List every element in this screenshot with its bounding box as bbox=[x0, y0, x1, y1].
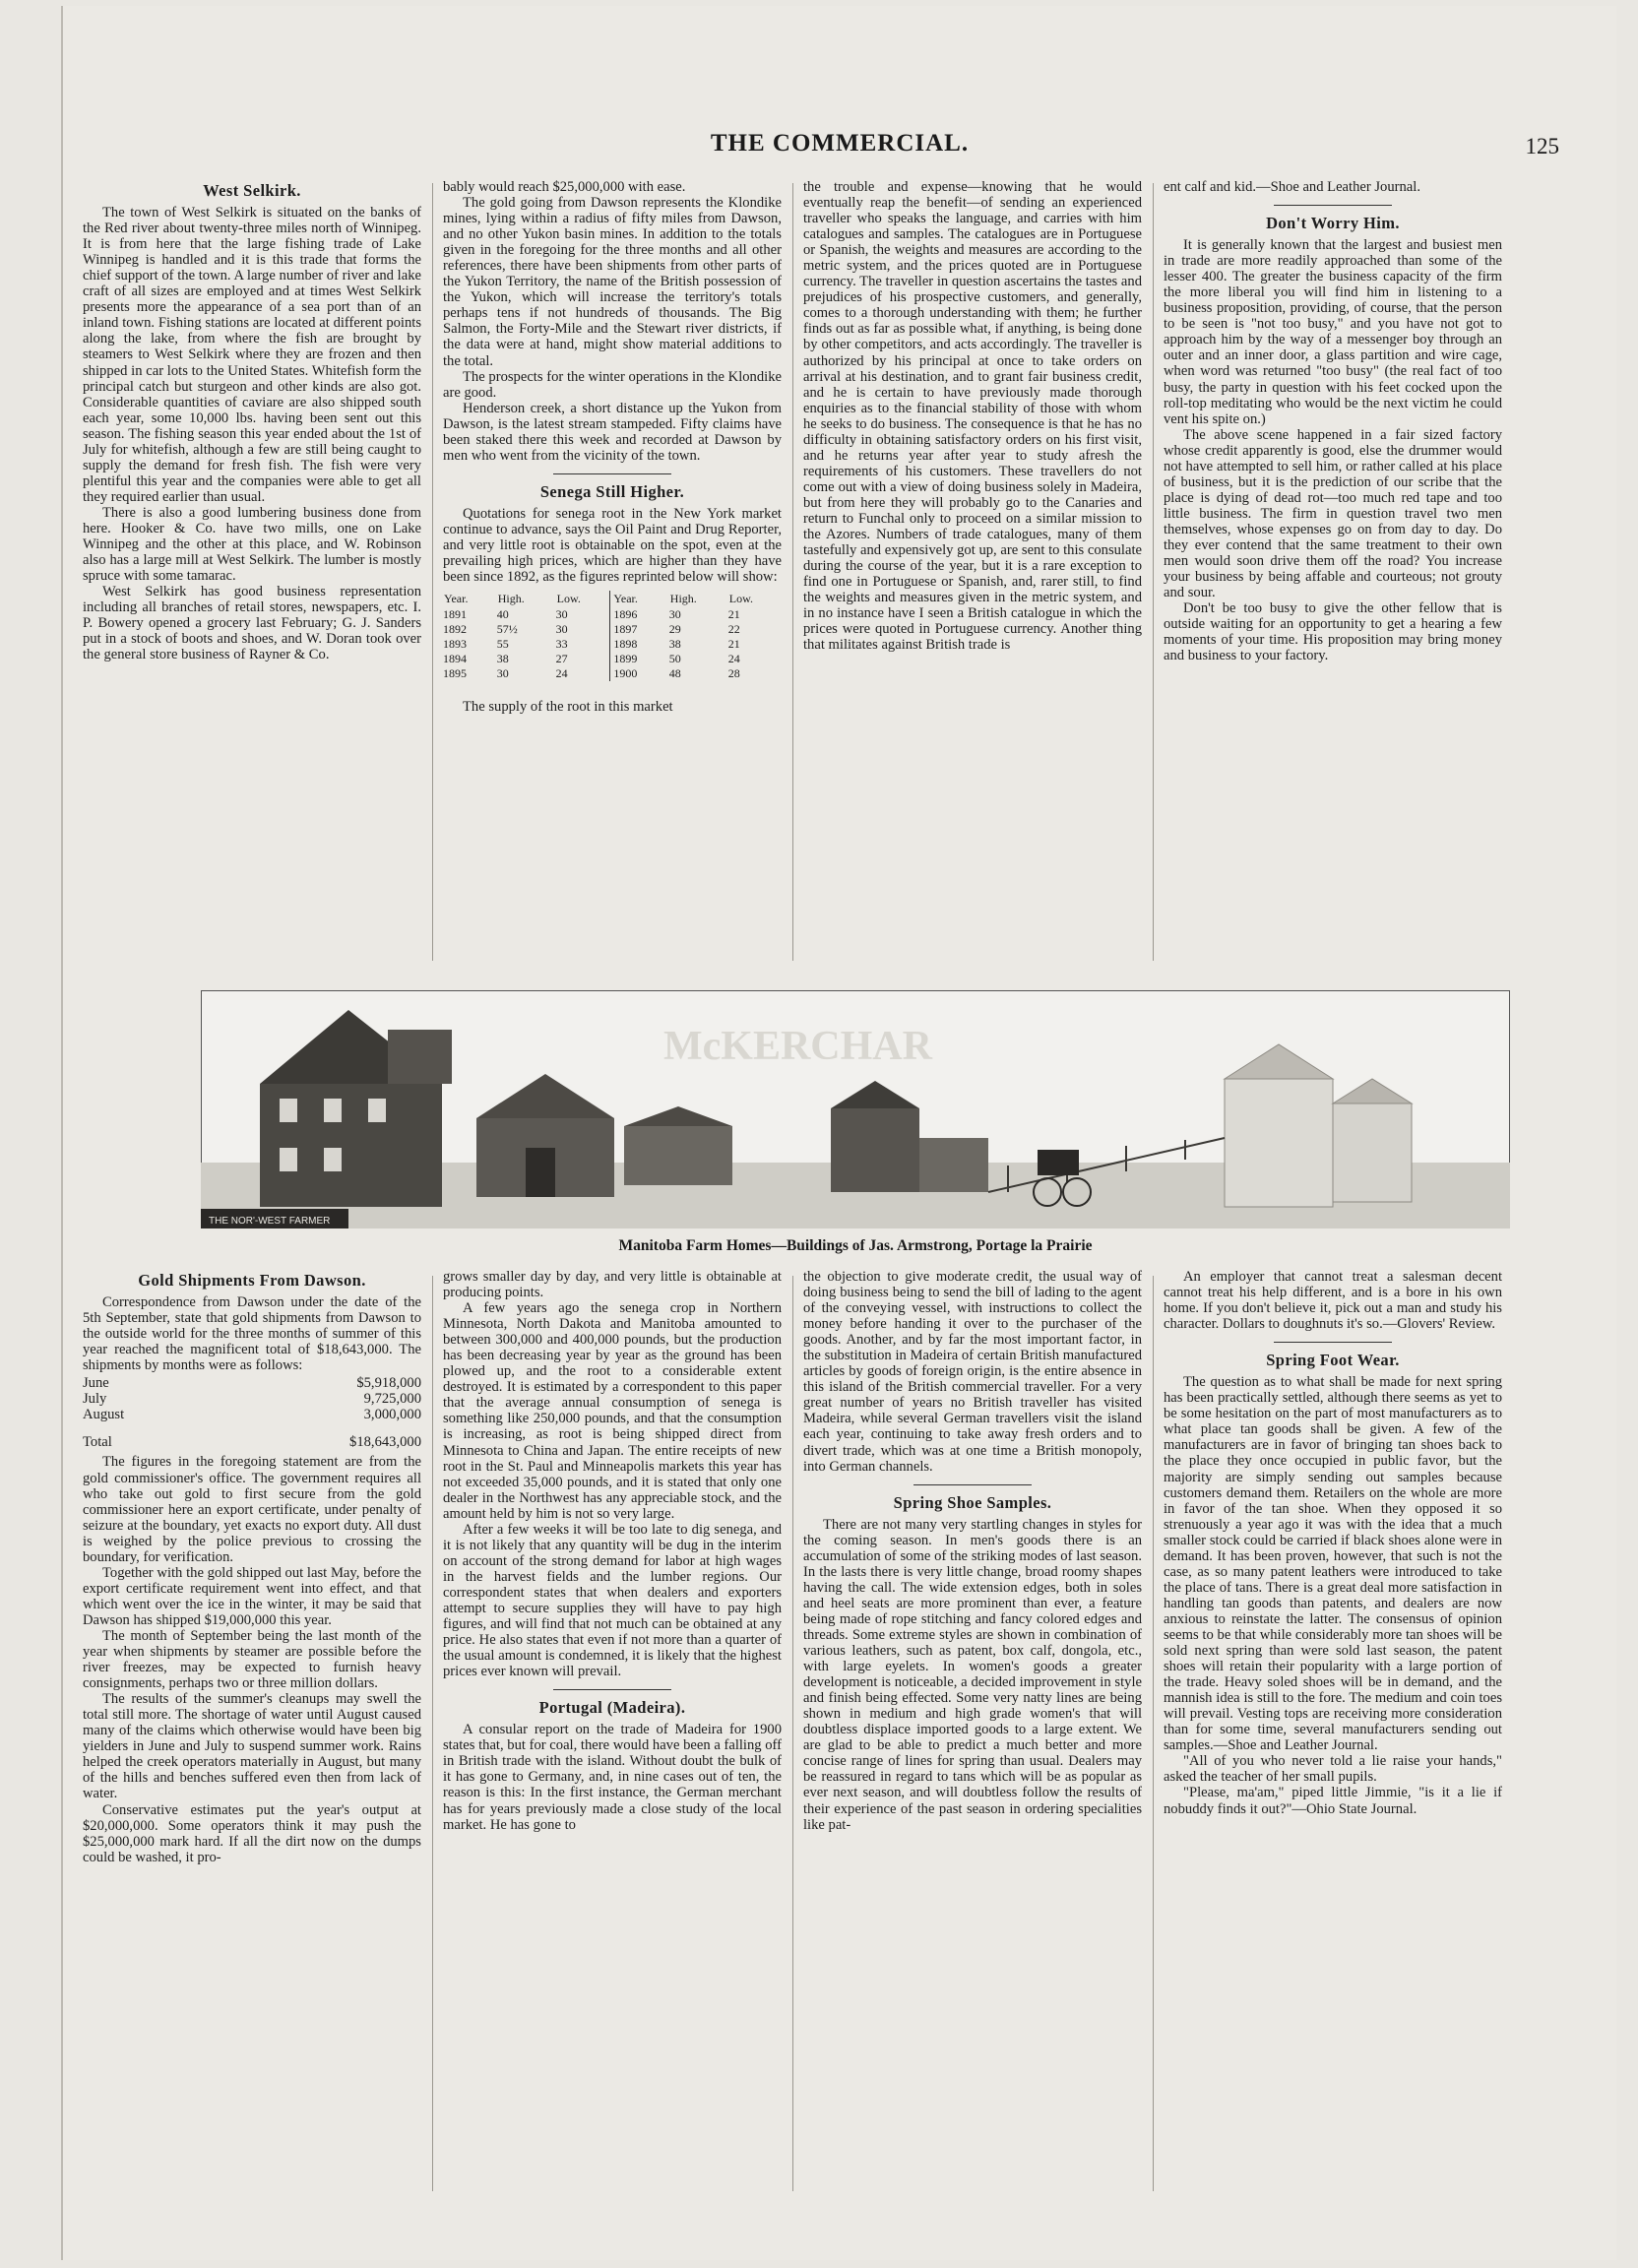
table-row bbox=[443, 622, 782, 637]
article-senega-continued-portugal bbox=[443, 1269, 782, 2194]
table-cell: 57½ bbox=[496, 622, 518, 637]
month-label: August bbox=[83, 1407, 125, 1423]
article-spring-foot-wear bbox=[1164, 1269, 1502, 2194]
paragraph: Conservative estimates put the year's output at $20,000,000. Some operators think it may push the $25,000,000 mark hard. If all the dirt now on the dumps could be washed, it pro- bbox=[83, 1801, 421, 1865]
article-heading: Gold Shipments From Dawson. bbox=[138, 1271, 366, 1290]
month-label: June bbox=[83, 1375, 109, 1392]
table-row bbox=[443, 652, 782, 666]
article-heading: Spring Shoe Samples. bbox=[893, 1492, 1052, 1512]
month-value: $5,918,000 bbox=[356, 1375, 421, 1392]
table-cell: 1895 bbox=[443, 666, 467, 681]
table-cell: 21 bbox=[727, 607, 740, 622]
paragraph: There is also a good lumbering business done from here. Hooker & Co. have two mills, one on Lake Winnipeg and the other at this place, and W. Robinson also has a large mill at West Selkirk. The lumber is mostly spruce with some tamarac. bbox=[83, 504, 421, 585]
total-label: Total bbox=[83, 1434, 112, 1451]
article-heading: Spring Foot Wear. bbox=[1266, 1351, 1400, 1370]
table-cell: 1898 bbox=[610, 637, 669, 652]
shipments-table bbox=[83, 1375, 421, 1450]
paragraph: Correspondence from Dawson under the date of the 5th September, state that gold shipments from Dawson to the outside world for the three months of summer of this year reached the magnificent total of $18,643,000. The shipments by months were as follows: bbox=[83, 1294, 421, 1374]
table-cell: 1899 bbox=[610, 652, 669, 666]
table-row bbox=[83, 1375, 421, 1391]
article-heading: West Selkirk. bbox=[203, 181, 301, 200]
total-value: $18,643,000 bbox=[349, 1434, 421, 1451]
article-heading: Portugal (Madeira). bbox=[538, 1698, 686, 1718]
table-cell: 1891 bbox=[443, 607, 467, 622]
table-row bbox=[83, 1391, 421, 1407]
senega-price-table bbox=[443, 591, 782, 681]
table-cell: 38 bbox=[668, 637, 681, 652]
newspaper-page bbox=[61, 6, 1616, 2260]
divider bbox=[914, 1484, 1032, 1485]
paragraph: West Selkirk has good business representation including all branches of retail stores, newspapers, etc. I. P. Bowery opened a grocery last February; G. J. Sanders put in a stock of boots and shoes, and W. Doran took over the general store business of Rayner & Co. bbox=[83, 584, 421, 663]
table-cell: 1896 bbox=[610, 607, 669, 622]
paragraph: The figures in the foregoing statement are from the gold commissioner's office. The government requires all who take out gold to first secure from the gold commissioner here an export certificate, under penalty of seizure at the boundary, yet exacts no export duty. All dust is weighed by the police previous to crossing the boundary, for verification. bbox=[83, 1454, 421, 1565]
article-west-selkirk bbox=[83, 179, 421, 962]
paragraph: Together with the gold shipped out last May, before the export certificate requirement went into effect, and that which went over the ice in the winter, it may be said that Dawson has shipped $19,000,000 this year. bbox=[83, 1564, 421, 1628]
divider bbox=[1274, 205, 1392, 206]
divider bbox=[1274, 1342, 1392, 1343]
paragraph: A consular report on the trade of Madeira for 1900 states that, but for coal, there would have been a falling off in British trade with the island. Without doubt the bulk of it has gone to Germany, and, in nine cases out of ten, the reason is this: In the first instance, the German merchant has for years previously made a close study of the local market. He has gone to bbox=[443, 1722, 782, 1833]
column-rule bbox=[792, 1276, 793, 2191]
paragraph: The supply of the root in this market bbox=[463, 699, 673, 716]
total-row bbox=[83, 1422, 421, 1450]
table-header: Year. bbox=[610, 591, 669, 607]
table-row bbox=[443, 607, 782, 622]
page-header bbox=[63, 130, 1616, 169]
table-header: High. bbox=[497, 592, 525, 606]
column-rule bbox=[792, 183, 793, 961]
month-label: July bbox=[83, 1391, 107, 1408]
paragraph: It is generally known that the largest and busiest men in trade are more readily approached than some of the lesser 400. The greater the business capacity of the firm the more liberal you will find him in listening to a business proposition, providing, of course, that the person to be seen is "not too busy," and you have not got to approach him by the way of a messenger boy through an outer and an inner door, a glass partition and wire cage, when word was returned "too busy" (the real fact of too busy, the party in question with his feet cocked upon the roll-top meditating who would be the next victim he could vent his spite on.) bbox=[1164, 237, 1502, 427]
table-cell: 38 bbox=[496, 652, 509, 666]
paragraph: The question as to what shall be made for next spring has been practically settled, although there seems as yet to be some hesitation on the part of most manufacturers as to what place tan goods shall be given. A few of the manufacturers are in favor of bringing tan shoes back to the place they once occupied in public favor, but the majority are simply sending out samples because customers demand them. Retailers on the whole are more in favor of the tan shoe. When they opposed it so strenuously a year ago it was with the idea that a much smaller stock could be carried if black shoes alone were in demand. It has been proven, however, that such is not the case, as so many patent leathers were introduced to take the place of tans. There is a great deal more satisfaction in handling tan goods than patents, and dealers are now anxious to reinstate the latter. The consensus of opinion seems to be that while considerably more tan shoes will be sold next spring than were sold last season, the patent shoes will retain their popularity with a large portion of the trade. Heavy soled shoes will be in demand, and the mannish idea is still to the fore. The medium and coin toes will prevail. Vesting tops are receiving more consideration than for some time, several manufacturers sending out samples.—Shoe and Leather Journal. bbox=[1164, 1374, 1502, 1754]
paragraph: The results of the summer's cleanups may swell the total still more. The shortage of water until August caused many of the claims which otherwise would have been big yielders in June and July to suspend summer work. Rains helped the creek operators materially in August, but many of the hills and benches suffered even then from lack of water. bbox=[83, 1691, 421, 1802]
paragraph: The town of West Selkirk is situated on the banks of the Red river about twenty-three miles north of Winnipeg. It is from here that the large fishing trade of Lake Winnipeg is handled and it is this trade that forms the chief support of the town. A large number of river and lake craft of all sizes are employed and at times West Selkirk presents more the appearance of a sea port than of an inland town. Fishing stations are located at different points along the lake, from where the fish are brought by steamers to West Selkirk where they are frozen and then shipped in car lots to the United States. Whitefish form the principal catch but sturgeon and other kinds are also got. Considerable quantities of caviare are also shipped south each year, some 10,000 lbs. having been sent out this season. The fishing season this year ended about the 1st of July for whitefish, although a few are still being caught to supply the demand for fresh fish. The fish were very plentiful this year and the companies were able to get all they required earlier than usual. bbox=[83, 205, 421, 505]
table-cell: 29 bbox=[668, 622, 681, 637]
article-madeira-continued bbox=[803, 179, 1142, 962]
month-value: 9,725,000 bbox=[363, 1391, 421, 1408]
table-cell: 30 bbox=[555, 622, 568, 637]
article-madeira-spring-shoe-samples bbox=[803, 1269, 1142, 2194]
column-rule bbox=[432, 183, 433, 961]
table-cell: 21 bbox=[727, 637, 740, 652]
paragraph: An employer that cannot treat a salesman decent cannot treat his help different, and is a bore in his own home. If you don't believe it, pick out a man and study his character. Dollars to doughnuts it's so.—Glovers' Review. bbox=[1164, 1269, 1502, 1333]
table-cell: 1893 bbox=[443, 637, 467, 652]
article-dont-worry-him bbox=[1164, 179, 1502, 962]
paragraph: the trouble and expense—knowing that he would eventually reap the benefit—of sending an experienced traveller who speaks the language, and carries with him catalogues and samples. The catalogues are in Portuguese or Spanish, the weights and measures are according to the metric system, and the prices quoted are in Portuguese currency. The traveller in question ascertains the tastes and prejudices of his prospective customers, and generally, comes to a thorough understanding with them; he further finds out as far as possible what, if anything, is being done by other competitors, and acts accordingly. The traveller is authorized by his principal at once to take orders on arrival at his destination, and to grant fair business credit, and he is certain to have previously made thorough enquiries as to the financial stability of those with whom he seeks to do business. The consequence is that he has no difficulty in obtaining satisfactory orders on his first visit, and he returns year after year to study afresh the requirements of his customers. These travellers do not come out with a view of doing business solely in Madeira, but from here they will probably go to the Canaries and return to Funchal only to proceed on a similar mission to the Azores. Numbers of trade catalogues, many of them tastefully and expensively got up, are sent to this consulate during the course of the year, but it is a rare exception to find one in Portuguese or Spanish, and, rarer still, to find the weights and measures given in the metric system, and in no instance have I seen a British catalogue in which the prices were quoted in Portuguese currency. Another thing that militates against British trade is bbox=[803, 179, 1142, 654]
table-cell: 40 bbox=[496, 607, 509, 622]
table-header-row bbox=[443, 591, 782, 607]
table-cell: 30 bbox=[496, 666, 509, 681]
column-rule bbox=[1153, 1276, 1154, 2191]
table-row bbox=[443, 637, 782, 652]
paragraph: bably would reach $25,000,000 with ease. bbox=[443, 179, 686, 195]
paragraph: grows smaller day by day, and very little is obtainable at producing points. bbox=[443, 1269, 782, 1301]
table-cell: 30 bbox=[555, 607, 568, 622]
paragraph: After a few weeks it will be too late to dig senega, and it is not likely that any quantity will be dug in the interim on account of the strong demand for labor at high wages in the harvest fields and the lumber regions. Our correspondent states that when dealers and exporters attempt to secure supplies they will have to pay high figures, and will find that not much can be obtained at any price. He also states that even if not more than a quarter of the usual amount is condemned, it is likely that the highest prices ever known will prevail. bbox=[443, 1521, 782, 1680]
masthead: THE COMMERCIAL. bbox=[710, 130, 970, 157]
paragraph: Henderson creek, a short distance up the Yukon from Dawson, is the latest stream stampeded. Fifty claims have been staked there this week and recorded at Dawson by men who went from the vicinity of the town. bbox=[443, 400, 782, 464]
plate-label: THE NOR'-WEST FARMER bbox=[209, 1216, 331, 1227]
table-header: High. bbox=[669, 592, 697, 606]
table-cell: 1892 bbox=[443, 622, 467, 637]
paragraph: The above scene happened in a fair sized factory whose credit apparently is good, else the drummer would not have attempted to sell him, or rather called at his place of business, but it is the prediction of our scribe that the place is dying of dead rot—too much red tape and too little business. The firm in question travel two men themselves, whose expenses go on from day to day. Do they ever contend that the same treatment to their own men would soon drive them off the road? You increase your business by being affable and courteous; not grouty and sour. bbox=[1164, 426, 1502, 601]
table-cell: 50 bbox=[668, 652, 681, 666]
table-cell: 28 bbox=[727, 666, 740, 681]
table-cell: 1897 bbox=[610, 622, 669, 637]
table-row bbox=[443, 666, 782, 681]
page-number: 125 bbox=[1525, 134, 1559, 158]
paragraph: "All of you who never told a lie raise your hands," asked the teacher of her small pupils. bbox=[1164, 1753, 1502, 1786]
farm-photograph bbox=[201, 990, 1510, 1228]
divider bbox=[553, 473, 671, 474]
table-row bbox=[83, 1407, 421, 1422]
paragraph: "Please, ma'am," piped little Jimmie, "is it a lie if nobuddy finds it out?"—Ohio State Journal. bbox=[1164, 1785, 1502, 1817]
table-cell: 24 bbox=[727, 652, 740, 666]
column-rule bbox=[1153, 183, 1154, 961]
table-cell: 1894 bbox=[443, 652, 467, 666]
table-cell: 1900 bbox=[610, 666, 669, 681]
table-cell: 33 bbox=[555, 637, 568, 652]
table-cell: 55 bbox=[496, 637, 509, 652]
article-gold-shipments bbox=[83, 1269, 421, 2194]
paragraph: the objection to give moderate credit, the usual way of doing business being to send the bill of lading to the agent of the conveying vessel, with instructions to collect the money before handing it over to the purchaser of the goods. Another, and by far the most important factor, in the substitution in Madeira of certain British manufactured articles by goods of foreign origin, is the entire absence in this island of the British commercial traveller. For a very great number of years no British traveller has visited Madeira, while several German travellers visit the island each year, continuing to take away fresh orders and to divert trade, which was at one time a British monopoly, into German channels. bbox=[803, 1269, 1142, 1475]
article-heading: Senega Still Higher. bbox=[539, 481, 685, 501]
paragraph: Quotations for senega root in the New York market continue to advance, says the Oil Paint and Drug Reporter, and very little root is obtainable on the spot, even at the prevailing high prices, which are higher than they have been since 1892, as the figures reprinted below will show: bbox=[443, 505, 782, 586]
background-sign-text: McKERCHAR bbox=[663, 1024, 932, 1069]
table-cell: 27 bbox=[555, 652, 568, 666]
paragraph: There are not many very startling changes in styles for the coming season. In men's goods there is an accumulation of some of the striking modes of last season. In the lasts there is very little change, broad roomy shapes having the call. The wide extension edges, both in soles and heel seats are more prominent than ever, a feature being made of rope stitching and fancy colored edges and threads. Some extreme styles are shown in combination of various leathers, such as patent, box calf, dongola, etc., with large eyelets. In women's goods a greater development is noticeable, a decided improvement in style and finish being effected. Some very natty lines are being shown in medium and high grade women's that will doubtless displace imported goods to a large extent. We are glad to be able to predict a much better and more concise range of lines for spring than usual. Dealers may be reassured in regard to tans which will be as popular as ever next season, and will doubtless follow the results of their experience of the past season in ordering specialities like pat- bbox=[803, 1516, 1142, 1833]
farm-buildings-illustration bbox=[201, 990, 1510, 1228]
paragraph: ent calf and kid.—Shoe and Leather Journal. bbox=[1164, 179, 1420, 195]
table-cell: 24 bbox=[555, 666, 568, 681]
table-header: Low. bbox=[556, 592, 581, 606]
table-cell: 22 bbox=[727, 622, 740, 637]
column-rule bbox=[432, 1276, 433, 2191]
paragraph: The gold going from Dawson represents the Klondike mines, lying within a radius of fifty miles from Dawson, and no other Yukon basin mines. In addition to the totals given in the foregoing for the three months and all other references, there have been shipments from other parts of the Yukon Territory, the name of the British possession of the Yukon, which will increase the territory's totals perhaps tens if not hundreds of thousands. The Big Salmon, the Forty-Mile and the Stewart river districts, if the data were at hand, might show material additions to the total. bbox=[443, 195, 782, 369]
divider bbox=[553, 1689, 671, 1690]
month-value: 3,000,000 bbox=[363, 1407, 421, 1423]
table-header: Low. bbox=[728, 592, 753, 606]
paragraph: A few years ago the senega crop in Northern Minnesota, North Dakota and Manitoba amounted to between 300,000 and 400,000 pounds, but the production has been decreasing year by year as the ground has been plowed up, and the root to a considerable extent destroyed. It is estimated by a correspondent to this paper that the average annual consumption of senega is something like 250,000 pounds, and that the consumption is increasing, as root is being shipped direct from Minnesota to China and Japan. The entire receipts of new root in the St. Paul and Minneapolis markets this year has not exceeded 35,000 pounds, and it is stated that only one dealer in the Northwest has any appreciable stock, and the amount held by him is not so very large. bbox=[443, 1300, 782, 1522]
table-cell: 30 bbox=[668, 607, 681, 622]
article-dawson-continued-senega bbox=[443, 179, 782, 962]
paragraph: The month of September being the last month of the year when shipments by steamer are possible before the river freezes, may be expected to furnish heavy consignments, perhaps two or three million dollars. bbox=[83, 1627, 421, 1692]
table-cell: 48 bbox=[668, 666, 681, 681]
table-header: Year. bbox=[444, 592, 469, 606]
photo-caption: Manitoba Farm Homes—Buildings of Jas. Armstrong, Portage la Prairie bbox=[618, 1237, 1093, 1254]
article-heading: Don't Worry Him. bbox=[1266, 214, 1400, 233]
paragraph: The prospects for the winter operations in the Klondike are good. bbox=[443, 368, 782, 401]
paragraph: Don't be too busy to give the other fellow that is outside waiting for an opportunity to get a hearing a few moments of your time. His proposition may bring money and business to your factory. bbox=[1164, 600, 1502, 664]
